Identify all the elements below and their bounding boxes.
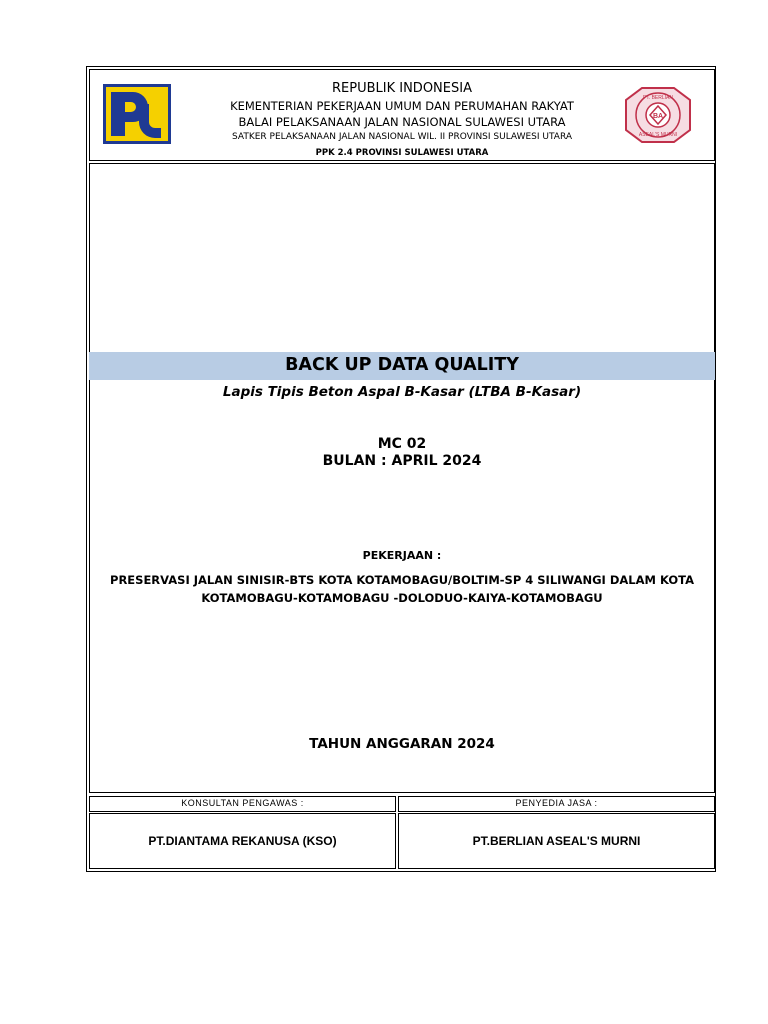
fiscal-year: TAHUN ANGGARAN 2024 xyxy=(309,736,495,752)
main-box xyxy=(89,163,715,793)
document-title: BACK UP DATA QUALITY xyxy=(285,355,519,375)
pekerjaan-line-1: PRESERVASI JALAN SINISIR-BTS KOTA KOTAMOBAGU/BOLTIM-SP 4 SILIWANGI DALAM KOTA xyxy=(110,573,694,587)
document-subtitle: Lapis Tipis Beton Aspal B-Kasar (LTBA B-Kasar) xyxy=(222,384,582,400)
pekerjaan-label: PEKERJAAN : xyxy=(362,549,442,562)
period-month: BULAN : APRIL 2024 xyxy=(322,453,482,469)
svg-text:PT. BERLIAN: PT. BERLIAN xyxy=(642,95,674,101)
header-country: REPUBLIK INDONESIA xyxy=(332,81,472,96)
svg-text:BA: BA xyxy=(652,113,664,120)
svg-text:ASEAL'S MURNI: ASEAL'S MURNI xyxy=(638,132,678,138)
penyedia-label: PENYEDIA JASA : xyxy=(515,798,598,808)
header-ministry: KEMENTERIAN PEKERJAAN UMUM DAN PERUMAHAN RAKYAT xyxy=(230,99,574,113)
konsultan-label: KONSULTAN PENGAWAS : xyxy=(181,798,304,808)
header-ppk: PPK 2.4 PROVINSI SULAWESI UTARA xyxy=(315,148,489,158)
mc-number: MC 02 xyxy=(377,436,427,452)
pekerjaan-line-2: KOTAMOBAGU-KOTAMOBAGU -DOLODUO-KAIYA-KOTAMOBAGU xyxy=(201,591,603,605)
penyedia-value: PT.BERLIAN ASEAL'S MURNI xyxy=(472,834,641,848)
header-balai: BALAI PELAKSANAAN JALAN NASIONAL SULAWESI UTARA xyxy=(238,115,566,129)
header-satker: SATKER PELAKSANAAN JALAN NASIONAL WIL. II PROVINSI SULAWESI UTARA xyxy=(231,132,572,142)
konsultan-value: PT.DIANTAMA REKANUSA (KSO) xyxy=(148,834,337,848)
